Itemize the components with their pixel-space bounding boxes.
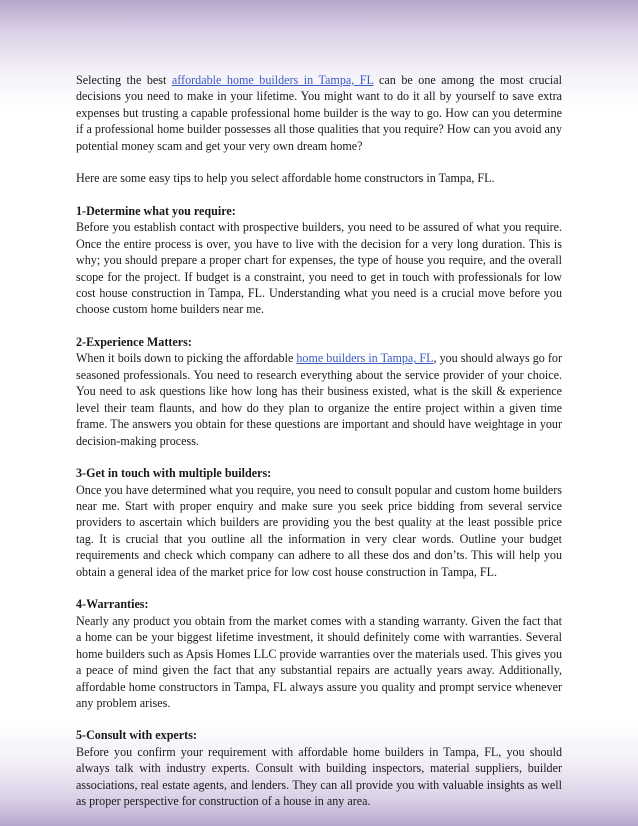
section-2-text-post: , you should always go for seasoned professionals. You need to research everything about the service provider of your choice. You need to ask questions like how long has their business existed, what is the skill & experience level their team flaunts, and how do they plan to organize the entire project within a given time frame. The answers you obtain for these questions are important and should have weightage in your decision-making process. [76,351,562,448]
section-heading-5: 5-Consult with experts: [76,728,197,743]
section-body-2 [76,350,562,449]
document-page [76,72,562,810]
section-body-4: Nearly any product you obtain from the market comes with a standing warranty. Given the fact that a home can be your biggest lifetime investment, it should definitely come with warranties. Several home builders such as Apsis Homes LLC provide warranties over the materials used. This gives you a peace of mind given the fact that any substantial repairs are actually years away. Additionally, affordable home constructors in Tampa, FL always assure you quality and prompt service whenever any problem arises. [76,613,562,710]
tips-intro: Here are some easy tips to help you select affordable home constructors in Tampa, FL. [76,171,495,186]
section-body-3: Once you have determined what you require, you need to consult popular and custom home builders near me. Start with proper enquiry and make sure you seek price bidding from several service providers to ascertain which builders are providing you the best quality at the least possible price tag. It is crucial that you outline all the information in very clear words. Outline your budget requirements and check which company can adhere to all these dos and don’ts. This will help you obtain a general idea of the market price for low cost house construction in Tampa, FL. [76,482,562,579]
section-heading-3: 3-Get in touch with multiple builders: [76,466,272,481]
intro-text-post: can be one among the most crucial decisions you need to make in your lifetime. You might want to do it all by yourself to save extra expenses but trusting a capable professional home builder is the way to go. How can you determine if a professional home builder possesses all those qualities that you require? How can you avoid any potential money scam and get your very own dream home? [76,73,562,153]
intro-text-pre: Selecting the best [76,73,172,87]
intro-paragraph [76,72,562,154]
affordable-home-builders-link[interactable]: affordable home builders in Tampa, FL [171,73,374,87]
section-heading-1: 1-Determine what you require: [76,203,236,218]
section-heading-4: 4-Warranties: [76,597,149,612]
section-body-1: Before you establish contact with prospective builders, you need to be assured of what you require. Once the entire process is over, you have to live with the decision for a very long duration. This is why; you should prepare a proper chart for expenses, the type of house you require, and the overall scope for the project. If budget is a constraint, you need to get in touch with professionals for low cost house construction in Tampa, FL. Understanding what you need is a crucial move before you choose custom home builders near me. [76,220,562,317]
section-heading-2: 2-Experience Matters: [76,334,192,349]
section-body-5: Before you confirm your requirement with affordable home builders in Tampa, FL, you should always talk with industry experts. Consult with building inspectors, material suppliers, builder associations, real estate agents, and lenders. They can all provide you with valuable insights as well as proper perspective for construction of a house in any area. [76,744,562,809]
section-2-text-pre: When it boils down to picking the affordable [76,351,297,366]
home-builders-link[interactable]: home builders in Tampa, FL [296,351,434,366]
